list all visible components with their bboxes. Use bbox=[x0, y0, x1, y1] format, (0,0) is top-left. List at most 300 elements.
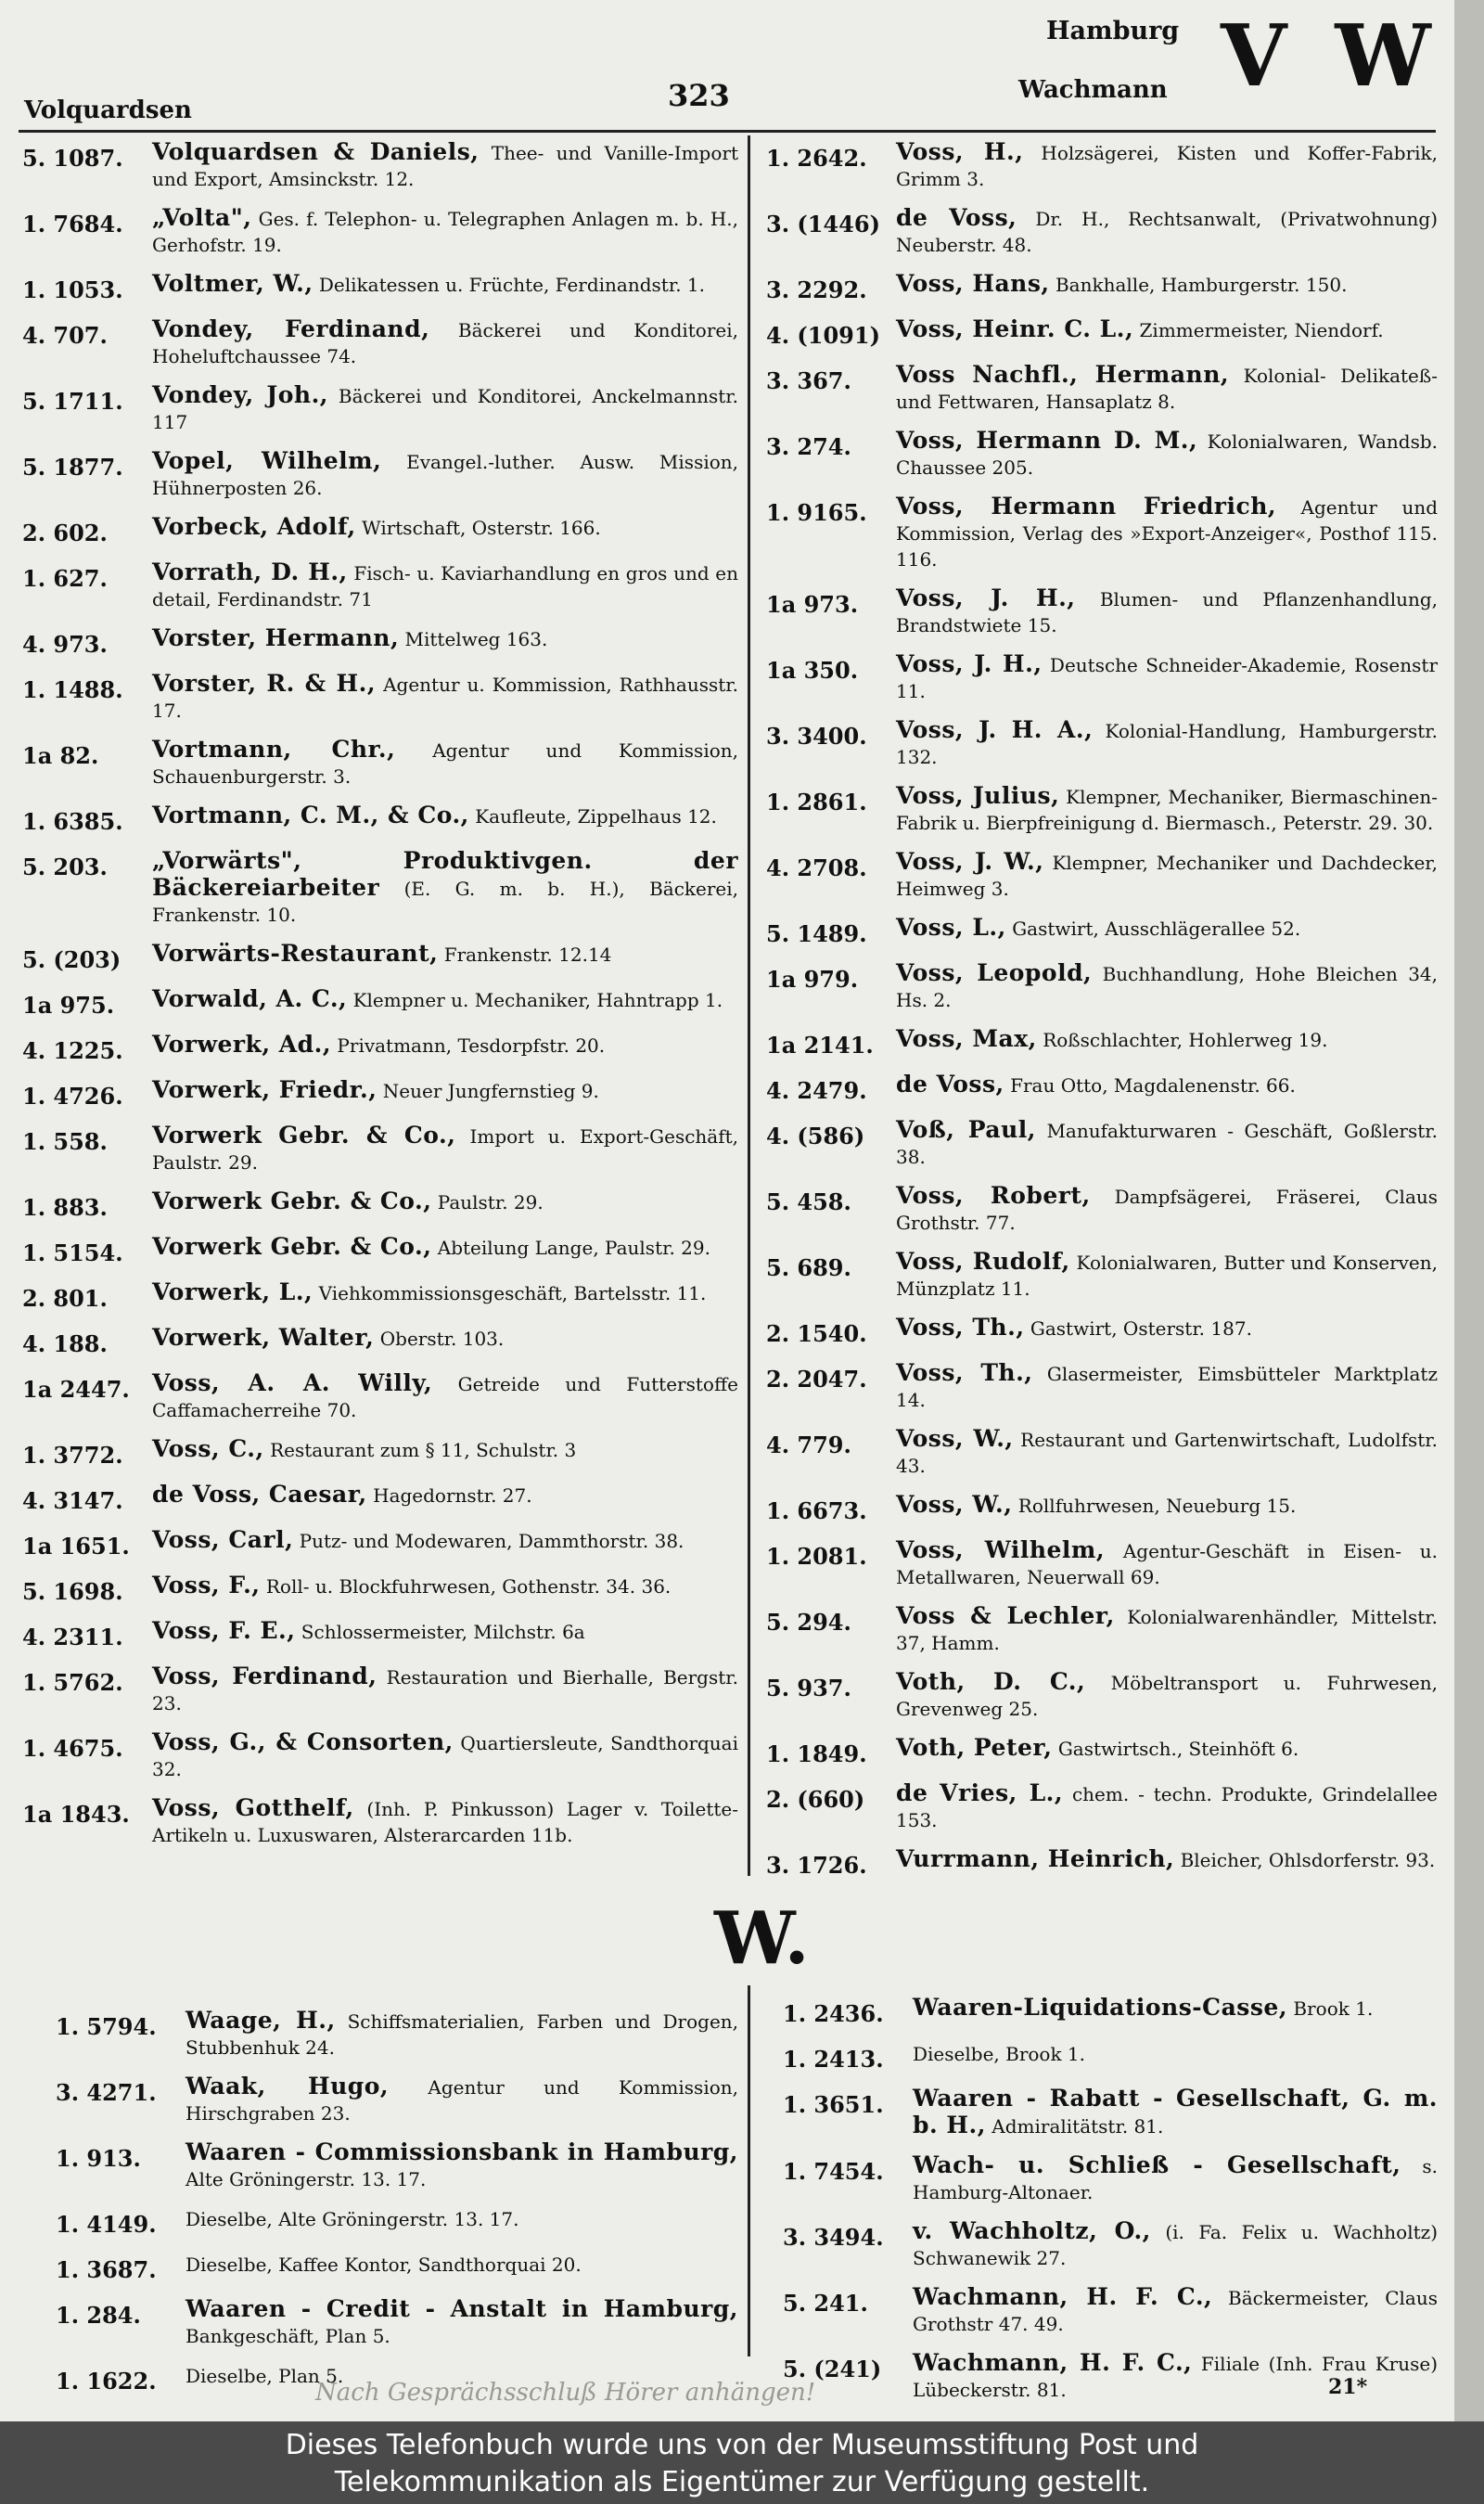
entry-text bbox=[896, 915, 1438, 942]
entry-name: de Voss, bbox=[896, 204, 1017, 231]
entry-details: Delikatessen u. Früchte, Ferdinandstr. 1. bbox=[318, 274, 705, 296]
entry-name: Vorster, Hermann, bbox=[152, 624, 400, 651]
entry-details: Restaurant und Gartenwirtschaft, Ludolfstr. 43. bbox=[896, 1429, 1438, 1477]
entry-details: Agentur und Kommission, Schauenburgerstr. 3. bbox=[152, 739, 738, 788]
directory-entry bbox=[22, 448, 738, 501]
right-column bbox=[766, 139, 1438, 1892]
entry-name: Voss, Th., bbox=[896, 1359, 1033, 1386]
directory-entry bbox=[22, 986, 738, 1019]
entry-details: Mittelweg 163. bbox=[404, 628, 548, 650]
entry-text bbox=[152, 625, 738, 652]
entry-details: (E. G. m. b. H.), Bäckerei, Frankenstr. 10. bbox=[152, 878, 738, 926]
directory-entry bbox=[766, 915, 1438, 947]
entry-number: 5. 241. bbox=[783, 2290, 868, 2317]
directory-entry bbox=[783, 2284, 1438, 2337]
directory-entry bbox=[766, 783, 1438, 836]
entry-number: 5. 1711. bbox=[22, 388, 123, 415]
entry-details: Oberstr. 103. bbox=[379, 1328, 505, 1350]
entry-number: 1a 975. bbox=[22, 992, 115, 1019]
directory-entry bbox=[766, 428, 1438, 481]
entry-details: Brook 1. bbox=[1293, 1997, 1374, 2020]
entry-name: Wachmann, H. F. C., bbox=[913, 2283, 1213, 2310]
entry-text bbox=[896, 271, 1438, 298]
entry-text bbox=[896, 1669, 1438, 1722]
directory-entry bbox=[22, 671, 738, 724]
entry-name: Voss & Lechler, bbox=[896, 1602, 1115, 1629]
directory-entry bbox=[22, 1795, 738, 1848]
entry-name: Voss, Ferdinand, bbox=[152, 1663, 377, 1689]
entry-name: Waaren - Rabatt - Gesellschaft, G. m. b. H., bbox=[913, 2085, 1438, 2138]
entry-name: Voth, Peter, bbox=[896, 1734, 1053, 1761]
entry-number: 1. 627. bbox=[22, 565, 108, 592]
entry-details: Getreide und Futterstoffe Caffamacherreihe 70. bbox=[152, 1373, 738, 1421]
entry-name: Voss, Th., bbox=[896, 1314, 1025, 1341]
entry-name: Voss, Hans, bbox=[896, 270, 1050, 297]
directory-entry bbox=[22, 1573, 738, 1605]
w-right-column bbox=[783, 1995, 1438, 2416]
directory-entry bbox=[56, 2205, 738, 2238]
entry-text bbox=[152, 737, 738, 790]
entry-number: 1. 1053. bbox=[22, 276, 123, 303]
entry-details: Dieselbe, Brook 1. bbox=[913, 2043, 1086, 2065]
entry-number: 1. 3687. bbox=[56, 2256, 157, 2283]
entry-name: Voss, A. A. Willy, bbox=[152, 1369, 433, 1396]
entry-name: Voss, Julius, bbox=[896, 782, 1060, 809]
entry-details: Agentur-Geschäft in Eisen- u. Metallwaren, Neuerwall 69. bbox=[896, 1540, 1439, 1588]
entry-details: Agentur und Kommission, Verlag des »Export-Anzeiger«, Posthof 115. 116. bbox=[896, 496, 1439, 571]
entry-number: 3. 3400. bbox=[766, 723, 867, 750]
entry-text bbox=[152, 271, 738, 298]
directory-entry bbox=[766, 1360, 1438, 1413]
entry-name: Voss, G., & Consorten, bbox=[152, 1728, 454, 1755]
entry-text bbox=[152, 1729, 738, 1782]
directory-entry bbox=[766, 1183, 1438, 1236]
entry-details: Frankenstr. 12.14 bbox=[443, 944, 612, 966]
running-head-left: Volquardsen bbox=[24, 96, 192, 124]
banner-line-1: Dieses Telefonbuch wurde uns von der Museumsstiftung Post und bbox=[285, 2429, 1199, 2461]
page-number: 323 bbox=[668, 78, 730, 113]
entry-number: 1. 2861. bbox=[766, 789, 867, 815]
entry-number: 1. 284. bbox=[56, 2302, 141, 2329]
entry-name: Voltmer, W., bbox=[152, 270, 313, 297]
directory-entry bbox=[766, 1492, 1438, 1524]
entry-name: Voss, Hermann Friedrich, bbox=[896, 493, 1277, 520]
entry-number: 1. 7684. bbox=[22, 211, 123, 238]
entry-number: 5. 1087. bbox=[22, 145, 123, 172]
entry-number: 5. 1698. bbox=[22, 1578, 123, 1605]
directory-entry bbox=[783, 2218, 1438, 2271]
entry-name: Waaren-Liquidations-Casse, bbox=[913, 1994, 1288, 2021]
entry-text bbox=[152, 1032, 738, 1059]
entry-text bbox=[896, 783, 1438, 836]
entry-number: 5. 203. bbox=[22, 854, 108, 880]
entry-name: Voss, F. E., bbox=[152, 1617, 296, 1644]
entry-number: 1. 1849. bbox=[766, 1740, 867, 1767]
directory-entry bbox=[22, 1663, 738, 1716]
entry-name: Voss, J. W., bbox=[896, 848, 1044, 875]
entry-number: 4. 779. bbox=[766, 1432, 851, 1458]
entry-number: 3. 367. bbox=[766, 367, 851, 394]
directory-entry bbox=[766, 1846, 1438, 1879]
directory-entry bbox=[22, 1729, 738, 1782]
entry-text bbox=[152, 1188, 738, 1215]
entry-text bbox=[913, 2218, 1438, 2271]
page-signature: 21* bbox=[1328, 2375, 1368, 2399]
entry-text bbox=[152, 1077, 738, 1104]
show-through-footer: Nach Gesprächsschluß Hörer anhängen! bbox=[315, 2379, 816, 2407]
directory-entry bbox=[56, 2296, 738, 2349]
entry-details: Glasermeister, Eimsbütteler Marktplatz 14. bbox=[896, 1363, 1439, 1411]
entry-details: Kolonial- Delikateß- und Fettwaren, Hansaplatz 8. bbox=[896, 365, 1438, 413]
entry-text bbox=[152, 803, 738, 829]
entry-text bbox=[152, 205, 738, 258]
directory-entry bbox=[22, 1436, 738, 1469]
entry-details: Dieselbe, Plan 5. bbox=[186, 2365, 344, 2387]
entry-name: Vondey, Joh., bbox=[152, 381, 328, 408]
entry-details: s. Hamburg-Altonaer. bbox=[913, 2155, 1438, 2203]
entry-number: 4. (1091) bbox=[766, 322, 880, 349]
entry-name: Voss, W., bbox=[896, 1425, 1014, 1452]
entry-number: 2. 602. bbox=[22, 520, 108, 546]
directory-entry bbox=[22, 559, 738, 612]
entry-details: (i. Fa. Felix u. Wachholtz) Schwanewik 27. bbox=[913, 2221, 1438, 2269]
entry-number: 1a 1651. bbox=[22, 1533, 130, 1560]
entry-text bbox=[896, 316, 1438, 343]
entry-number: 1a 973. bbox=[766, 591, 859, 618]
entry-details: Manufakturwaren - Geschäft, Goßlerstr. 38. bbox=[896, 1120, 1439, 1168]
entry-details: Restauration und Bierhalle, Bergstr. 23. bbox=[152, 1666, 738, 1714]
entry-name: Voss, Leopold, bbox=[896, 959, 1093, 986]
entry-name: Voss, Max, bbox=[896, 1025, 1037, 1052]
entry-details: Wirtschaft, Osterstr. 166. bbox=[362, 517, 601, 539]
directory-entry bbox=[22, 1370, 738, 1423]
entry-text bbox=[896, 1026, 1438, 1053]
entry-details: Agentur u. Kommission, Rathhausstr. 17. bbox=[152, 674, 738, 722]
entry-text bbox=[896, 1360, 1438, 1413]
entry-text bbox=[896, 1846, 1438, 1873]
directory-entry bbox=[22, 1482, 738, 1514]
directory-entry bbox=[22, 382, 738, 435]
entry-details: Putz- und Modewaren, Dammthorstr. 38. bbox=[299, 1530, 684, 1552]
running-head-right: Wachmann bbox=[1018, 76, 1168, 104]
entry-details: Blumen- und Pflanzenhandlung, Brandstwiete 15. bbox=[896, 588, 1439, 636]
entry-number: 3. 274. bbox=[766, 433, 851, 460]
entry-details: Schiffsmaterialien, Farben und Drogen, Stubbenhuk 24. bbox=[186, 2010, 739, 2059]
directory-entry bbox=[766, 1537, 1438, 1590]
entry-text bbox=[896, 1072, 1438, 1098]
entry-text bbox=[896, 139, 1438, 192]
directory-entry bbox=[22, 1032, 738, 1064]
entry-details: Fisch- u. Kaviarhandlung en gros und en detail, Ferdinandstr. 71 bbox=[152, 562, 738, 610]
entry-name: Vorwerk, Friedr., bbox=[152, 1076, 377, 1103]
entry-name: Voth, D. C., bbox=[896, 1668, 1086, 1695]
entry-name: Voss, J. H., bbox=[896, 584, 1076, 611]
directory-entry bbox=[766, 1026, 1438, 1059]
entry-number: 2. 801. bbox=[22, 1285, 108, 1312]
entry-number: 4. (586) bbox=[766, 1123, 865, 1149]
entry-text bbox=[896, 1780, 1438, 1833]
entry-details: Hagedornstr. 27. bbox=[373, 1484, 532, 1507]
entry-text bbox=[152, 1795, 738, 1848]
entry-number: 5. (241) bbox=[783, 2356, 882, 2382]
entry-name: Volquardsen & Daniels, bbox=[152, 138, 480, 165]
entry-name: Vorwerk Gebr. & Co., bbox=[152, 1122, 456, 1149]
entry-name: Vorwärts-Restaurant, bbox=[152, 940, 439, 967]
directory-entry bbox=[56, 2251, 738, 2283]
entry-number: 5. 294. bbox=[766, 1609, 851, 1636]
entry-number: 2. (660) bbox=[766, 1786, 865, 1813]
entry-text bbox=[896, 494, 1438, 572]
entry-name: Vopel, Wilhelm, bbox=[152, 447, 382, 474]
entry-text bbox=[186, 2139, 738, 2192]
entry-details: (Inh. P. Pinkusson) Lager v. Toilette-Artikeln u. Luxuswaren, Alsterarcarden 11b. bbox=[152, 1798, 739, 1846]
entry-number: 1. 558. bbox=[22, 1128, 108, 1155]
directory-entry bbox=[766, 1249, 1438, 1302]
entry-text bbox=[152, 514, 738, 541]
entry-text bbox=[896, 1537, 1438, 1590]
entry-name: Waak, Hugo, bbox=[186, 2073, 390, 2100]
entry-number: 4. 2479. bbox=[766, 1077, 867, 1104]
directory-entry bbox=[22, 848, 738, 928]
entry-number: 1. 5154. bbox=[22, 1239, 123, 1266]
entry-name: Waage, H., bbox=[186, 2007, 336, 2034]
entry-number: 1a 82. bbox=[22, 742, 99, 769]
entry-name: de Voss, bbox=[896, 1071, 1004, 1098]
entry-text bbox=[913, 2284, 1438, 2337]
entry-details: Bankgeschäft, Plan 5. bbox=[186, 2325, 390, 2347]
entry-number: 1. 883. bbox=[22, 1194, 108, 1221]
entry-details: Deutsche Schneider-Akademie, Rosenstr 11. bbox=[896, 654, 1439, 702]
directory-entry bbox=[766, 1072, 1438, 1104]
entry-text bbox=[152, 316, 738, 369]
entry-number: 5. 689. bbox=[766, 1254, 851, 1281]
entry-number: 1. 2642. bbox=[766, 145, 867, 172]
ownership-banner bbox=[0, 2421, 1484, 2504]
directory-entry bbox=[766, 1669, 1438, 1722]
entry-name: Wach- u. Schließ - Gesellschaft, bbox=[913, 2151, 1401, 2178]
entry-details: Kolonialwarenhändler, Mittelstr. 37, Hamm. bbox=[896, 1606, 1439, 1654]
directory-entry bbox=[766, 1117, 1438, 1170]
directory-entry bbox=[22, 1279, 738, 1312]
entry-text bbox=[896, 1249, 1438, 1302]
entry-name: Voss, F., bbox=[152, 1572, 261, 1599]
entry-text bbox=[152, 139, 738, 192]
entry-text bbox=[896, 1315, 1438, 1342]
directory-entry bbox=[22, 1077, 738, 1110]
entry-text bbox=[152, 986, 738, 1013]
entry-text bbox=[152, 1279, 738, 1306]
entry-number: 1. 7454. bbox=[783, 2158, 884, 2185]
entry-details: Frau Otto, Magdalenenstr. 66. bbox=[1010, 1074, 1296, 1097]
directory-entry bbox=[22, 737, 738, 790]
entry-number: 1. 4726. bbox=[22, 1083, 123, 1110]
entry-text bbox=[896, 205, 1438, 258]
entry-text bbox=[896, 849, 1438, 902]
entry-number: 1. 1488. bbox=[22, 676, 123, 703]
entry-text bbox=[896, 1183, 1438, 1236]
entry-number: 5. (203) bbox=[22, 946, 122, 973]
entry-details: Dr. H., Rechtsanwalt, (Privatwohnung) Neuberstr. 48. bbox=[896, 208, 1438, 256]
entry-name: „Vorwärts", Produktivgen. der Bäckereiarbeiter bbox=[152, 847, 738, 901]
entry-details: Viehkommissionsgeschäft, Bartelsstr. 11. bbox=[318, 1282, 707, 1304]
entry-text bbox=[896, 651, 1438, 704]
entry-name: Wachmann, H. F. C., bbox=[913, 2349, 1193, 2376]
entry-name: Vorwerk Gebr. & Co., bbox=[152, 1233, 432, 1260]
entry-name: v. Wachholtz, O., bbox=[913, 2217, 1151, 2244]
entry-details: Dieselbe, Alte Gröningerstr. 13. 17. bbox=[186, 2208, 519, 2230]
entry-details: Zimmermeister, Niendorf. bbox=[1139, 319, 1384, 341]
w-left-column bbox=[56, 2008, 738, 2408]
entry-name: Voss, Wilhelm, bbox=[896, 1536, 1106, 1563]
directory-entry bbox=[22, 316, 738, 369]
entry-number: 1. 4149. bbox=[56, 2211, 157, 2238]
entry-name: de Voss, Caesar, bbox=[152, 1481, 367, 1508]
entry-text bbox=[896, 1426, 1438, 1479]
entry-text bbox=[896, 960, 1438, 1013]
entry-number: 5. 1877. bbox=[22, 454, 123, 481]
entry-number: 5. 1489. bbox=[766, 920, 867, 947]
directory-entry bbox=[22, 1188, 738, 1221]
entry-number: 1. 9165. bbox=[766, 499, 867, 526]
section-heading-w: W. bbox=[714, 1896, 810, 1981]
entry-name: Voss Nachfl., Hermann, bbox=[896, 361, 1230, 388]
directory-entry bbox=[766, 1603, 1438, 1656]
entry-number: 1a 350. bbox=[766, 657, 859, 684]
entry-details: Kolonialwaren, Wandsb. Chaussee 205. bbox=[896, 430, 1439, 479]
entry-details: Abteilung Lange, Paulstr. 29. bbox=[437, 1237, 710, 1259]
entry-number: 2. 2047. bbox=[766, 1366, 867, 1393]
entry-number: 1. 2081. bbox=[766, 1543, 867, 1570]
entry-text bbox=[896, 428, 1438, 481]
entry-number: 3. (1446) bbox=[766, 211, 880, 238]
entry-name: Vorwerk, Walter, bbox=[152, 1324, 375, 1351]
entry-details: Holzsägerei, Kisten und Koffer-Fabrik, Grimm 3. bbox=[896, 142, 1438, 190]
directory-entry bbox=[22, 514, 738, 546]
entry-text bbox=[896, 362, 1438, 415]
column-divider-bottom bbox=[748, 1985, 750, 2356]
directory-entry bbox=[766, 960, 1438, 1013]
entry-name: Voss, J. H. A., bbox=[896, 716, 1094, 743]
entry-text bbox=[152, 1436, 738, 1463]
directory-entry bbox=[783, 2040, 1438, 2073]
entry-number: 4. 707. bbox=[22, 322, 108, 349]
entry-name: Voss, Hermann D. M., bbox=[896, 427, 1198, 454]
directory-entry bbox=[56, 2074, 738, 2126]
entry-name: Voss, C., bbox=[152, 1435, 264, 1462]
entry-name: Voss, Heinr. C. L., bbox=[896, 315, 1134, 342]
entry-details: Import u. Export-Geschäft, Paulstr. 29. bbox=[152, 1125, 739, 1174]
entry-details: Alte Gröningerstr. 13. 17. bbox=[186, 2168, 427, 2190]
entry-details: Möbeltransport u. Fuhrwesen, Grevenweg 25. bbox=[896, 1672, 1438, 1720]
entry-details: Kolonial-Handlung, Hamburgerstr. 132. bbox=[896, 720, 1438, 768]
entry-details: Evangel.-luther. Ausw. Mission, Hühnerposten 26. bbox=[152, 451, 739, 499]
entry-number: 1. 1622. bbox=[56, 2368, 157, 2395]
directory-entry bbox=[22, 1325, 738, 1357]
entry-text bbox=[152, 1573, 738, 1599]
entry-details: Bäckerei und Konditorei, Hoheluftchaussee 74. bbox=[152, 319, 738, 367]
directory-entry bbox=[766, 139, 1438, 192]
entry-text bbox=[152, 1527, 738, 1554]
entry-details: Klempner, Mechaniker und Dachdecker, Heimweg 3. bbox=[896, 852, 1439, 900]
directory-entry bbox=[783, 1995, 1438, 2027]
entry-name: Voß, Paul, bbox=[896, 1116, 1036, 1143]
entry-number: 1. 6673. bbox=[766, 1497, 867, 1524]
entry-name: Waaren - Commissionsbank in Hamburg, bbox=[186, 2138, 738, 2165]
entry-details: Kaufleute, Zippelhaus 12. bbox=[475, 805, 717, 828]
header-rule bbox=[19, 130, 1436, 133]
entry-name: Waaren - Credit - Anstalt in Hamburg, bbox=[186, 2295, 738, 2322]
entry-text bbox=[152, 448, 738, 501]
entry-number: 1. 5794. bbox=[56, 2013, 157, 2040]
entry-text bbox=[152, 1234, 738, 1261]
entry-text bbox=[896, 1735, 1438, 1762]
entry-number: 1. 3772. bbox=[22, 1442, 123, 1469]
entry-text bbox=[152, 1325, 738, 1352]
directory-entry bbox=[22, 803, 738, 835]
entry-name: Vorwerk Gebr. & Co., bbox=[152, 1188, 432, 1214]
entry-number: 1a 979. bbox=[766, 966, 859, 993]
page-edge bbox=[1454, 0, 1484, 2421]
entry-number: 1a 2141. bbox=[766, 1032, 874, 1059]
directory-entry bbox=[22, 625, 738, 658]
entry-number: 1. 6385. bbox=[22, 808, 123, 835]
entry-text bbox=[152, 382, 738, 435]
entry-text bbox=[913, 2040, 1438, 2067]
entry-name: Voss, H., bbox=[896, 138, 1024, 165]
entry-details: Privatmann, Tesdorpfstr. 20. bbox=[337, 1034, 606, 1057]
entry-name: Voss, J. H., bbox=[896, 650, 1043, 677]
column-divider-top bbox=[748, 135, 750, 1876]
entry-details: Roßschlachter, Hohlerweg 19. bbox=[1043, 1029, 1328, 1051]
entry-name: Voss, Carl, bbox=[152, 1526, 294, 1553]
directory-entry bbox=[22, 139, 738, 192]
directory-entry bbox=[766, 1780, 1438, 1833]
directory-entry bbox=[783, 2152, 1438, 2205]
entry-number: 1a 2447. bbox=[22, 1376, 130, 1403]
entry-details: Gastwirt, Osterstr. 187. bbox=[1030, 1317, 1252, 1340]
entry-number: 1. 4675. bbox=[22, 1735, 123, 1762]
entry-name: Voss, W., bbox=[896, 1491, 1013, 1518]
entry-text bbox=[152, 941, 738, 968]
entry-details: Filiale (Inh. Frau Kruse) Lübeckerstr. 81. bbox=[913, 2353, 1438, 2401]
entry-number: 5. 458. bbox=[766, 1188, 851, 1215]
entry-name: Vortmann, Chr., bbox=[152, 736, 396, 763]
entry-number: 4. 188. bbox=[22, 1330, 108, 1357]
entry-details: Gastwirtsch., Steinhöft 6. bbox=[1057, 1738, 1299, 1760]
entry-name: Voss, Robert, bbox=[896, 1182, 1091, 1209]
entry-text bbox=[896, 1603, 1438, 1656]
directory-entry bbox=[783, 2086, 1438, 2139]
directory-entry bbox=[766, 494, 1438, 572]
entry-text bbox=[896, 585, 1438, 638]
entry-details: Ges. f. Telephon- u. Telegraphen Anlagen m. b. H., Gerhofstr. 19. bbox=[152, 208, 738, 256]
entry-number: 1. 2413. bbox=[783, 2046, 884, 2073]
directory-entry bbox=[766, 362, 1438, 415]
entry-number: 1a 1843. bbox=[22, 1801, 130, 1828]
entry-text bbox=[913, 1995, 1438, 2022]
directory-entry bbox=[22, 1234, 738, 1266]
entry-number: 3. 1726. bbox=[766, 1852, 867, 1879]
entry-number: 4. 2708. bbox=[766, 854, 867, 881]
entry-details: Admiralitätstr. 81. bbox=[991, 2115, 1164, 2138]
left-column bbox=[22, 139, 738, 1861]
entry-number: 3. 2292. bbox=[766, 276, 867, 303]
entry-number: 1. 913. bbox=[56, 2145, 141, 2172]
entry-number: 2. 1540. bbox=[766, 1320, 867, 1347]
entry-name: de Vries, L., bbox=[896, 1779, 1064, 1806]
entry-details: Gastwirt, Ausschlägerallee 52. bbox=[1012, 918, 1301, 940]
entry-name: Vorwerk, Ad., bbox=[152, 1031, 332, 1058]
